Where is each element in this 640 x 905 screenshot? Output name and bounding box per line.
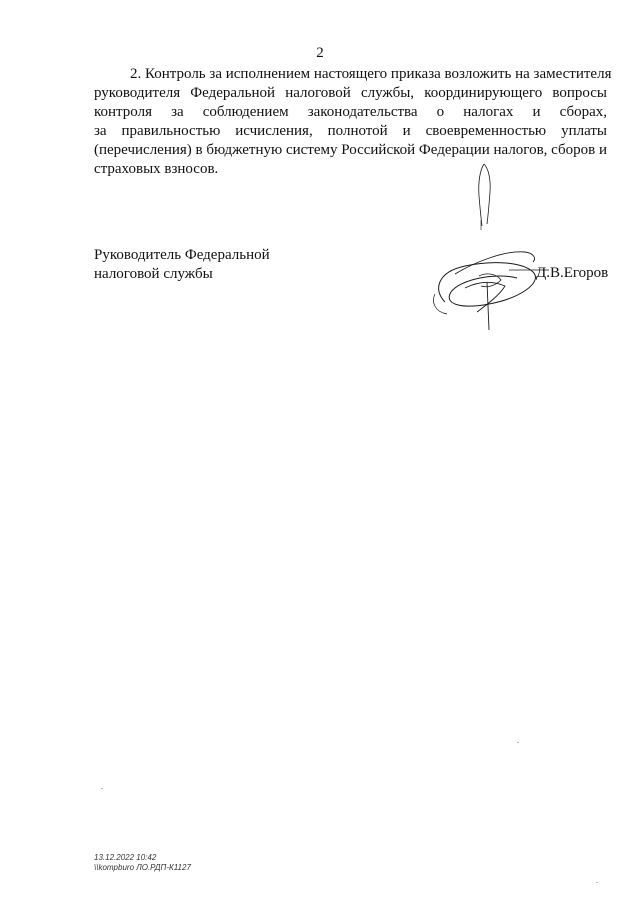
paragraph-line: (перечисления) в бюджетную систему Российской Федерации налогов, сборов и xyxy=(94,142,607,158)
paragraph-line: страховых взносов. xyxy=(94,161,219,177)
initials-mark-icon xyxy=(470,160,500,232)
scan-speck xyxy=(101,788,103,789)
handwritten-signature-icon xyxy=(425,232,555,337)
scan-speck xyxy=(596,882,598,883)
paragraph-line: руководителя Федеральной налоговой службы, координирующего вопросы xyxy=(94,85,607,101)
signer-title-line: налоговой службы xyxy=(94,266,213,282)
paragraph-line: 2. Контроль за исполнением настоящего приказа возложить на заместителя xyxy=(130,66,612,82)
signer-title xyxy=(94,246,270,284)
document-footer xyxy=(94,853,191,873)
page-number: 2 xyxy=(316,45,324,61)
order-paragraph xyxy=(94,65,612,179)
signer-name: Д.В.Егоров xyxy=(536,265,609,281)
paragraph-line: за правильностью исчисления, полнотой и своевременностью уплаты xyxy=(94,123,607,139)
footer-doc-ref: \\kompburo ЛО.РДП-К1127 xyxy=(94,863,191,872)
paragraph-line: контроля за соблюдением законодательства о налогах и сборах, xyxy=(94,104,607,120)
scan-speck xyxy=(517,742,519,743)
footer-timestamp: 13.12.2022 10:42 xyxy=(94,853,157,862)
signer-title-line: Руководитель Федеральной xyxy=(94,247,270,263)
